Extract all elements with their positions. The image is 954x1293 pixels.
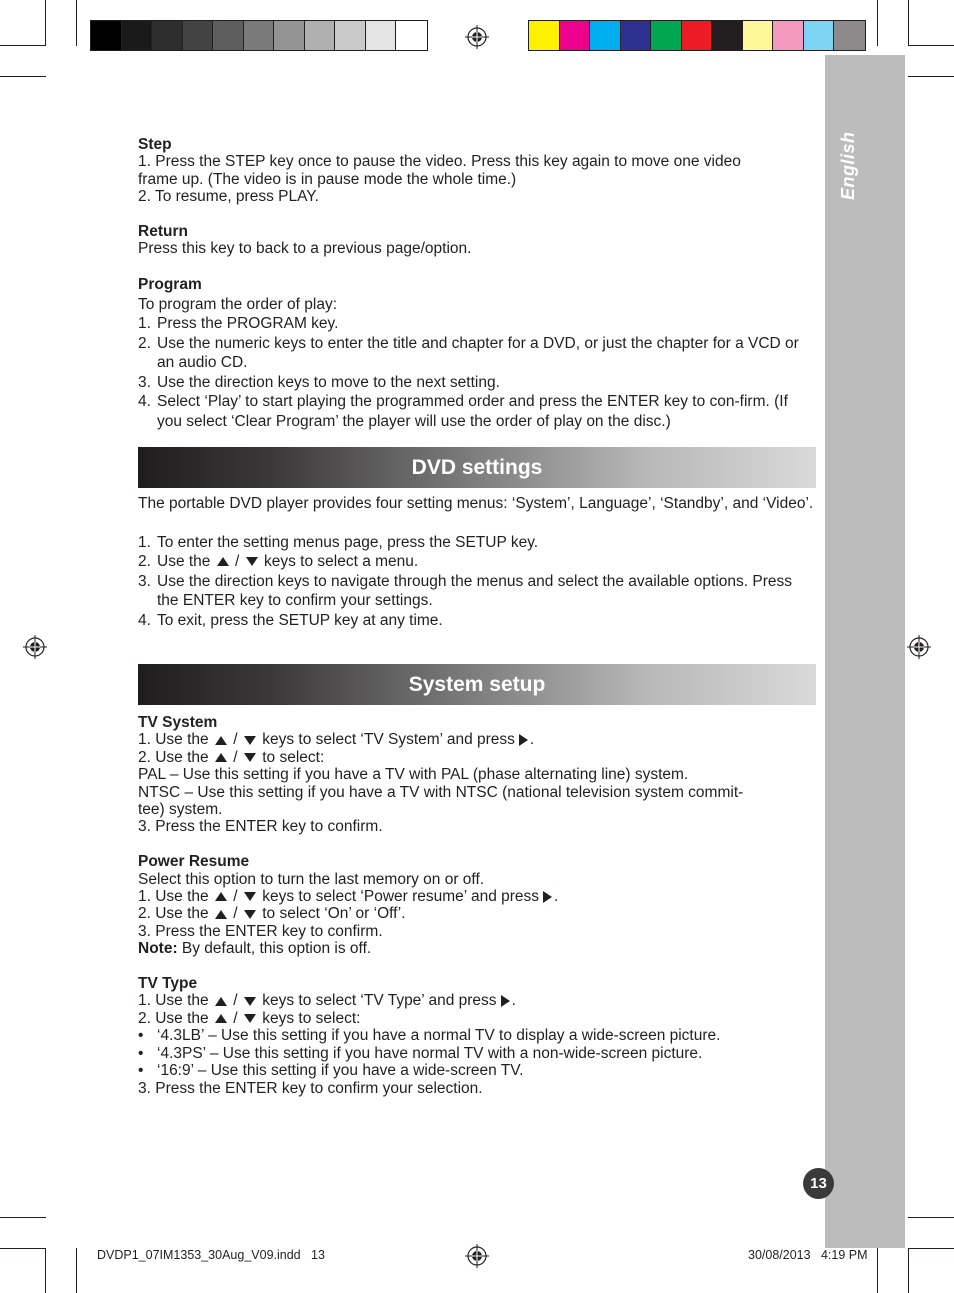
- list-item: • ‘4.3PS’ – Use this setting if you have normal TV with a non-wide-screen picture.: [138, 1044, 703, 1062]
- power-resume-line: 2. Use the / to select ‘On’ or ‘Off’.: [138, 905, 406, 923]
- page-number: 13: [803, 1168, 834, 1199]
- footer-date: 30/08/2013 4:19 PM: [748, 1248, 868, 1262]
- power-resume-note: Note: By default, this option is off.: [138, 940, 372, 958]
- color-swatch: [529, 21, 560, 50]
- color-swatch: [213, 21, 244, 50]
- tv-system-pal: PAL – Use this setting if you have a TV with PAL (phase alternating line) system.: [138, 766, 689, 784]
- tv-system-heading: TV System: [138, 714, 218, 731]
- color-swatch: [91, 21, 122, 50]
- registration-mark-icon: [465, 1244, 489, 1268]
- color-swatch: [274, 21, 305, 50]
- up-arrow-icon: [217, 557, 229, 566]
- color-swatch: [621, 21, 652, 50]
- return-text: Press this key to back to a previous page/option.: [138, 240, 472, 258]
- list-item: • ‘4.3LB’ – Use this setting if you have a normal TV to display a wide-screen picture.: [138, 1027, 721, 1045]
- list-item: 4. Select ‘Play’ to start playing the programmed order and press the ENTER key to con-firm. (If you select ‘Clear Program’ the player will use the order of play on the disc.): [138, 393, 788, 430]
- step-heading: Step: [138, 136, 172, 153]
- color-swatch: [651, 21, 682, 50]
- list-item: 3. Use the direction keys to navigate through the menus and select the available options. Press the ENTER key to confirm your settings.: [138, 572, 793, 609]
- controls-section: [138, 136, 816, 431]
- tv-type-line: 1. Use the / keys to select ‘TV Type’ and press .: [138, 992, 516, 1010]
- tv-type-options: [138, 1027, 816, 1079]
- up-arrow-icon: [215, 892, 227, 901]
- dvd-settings-banner: DVD settings: [138, 447, 816, 488]
- dvd-settings-steps: [138, 533, 816, 631]
- grayscale-color-bar: [90, 20, 428, 51]
- tv-system-line: 1. Use the / keys to select ‘TV System’ and press .: [138, 731, 535, 749]
- crop-mark: [908, 45, 954, 46]
- program-steps: [138, 314, 816, 431]
- system-setup-banner: System setup: [138, 664, 816, 705]
- down-arrow-icon: [244, 1014, 256, 1023]
- color-swatch: [366, 21, 397, 50]
- color-swatch: [305, 21, 336, 50]
- crop-mark: [0, 1217, 46, 1218]
- up-arrow-icon: [215, 736, 227, 745]
- color-swatch: [590, 21, 621, 50]
- crop-mark: [908, 1248, 909, 1293]
- crop-mark: [908, 0, 909, 46]
- crop-mark: [76, 1248, 77, 1293]
- list-item: 4. To exit, press the SETUP key at any time.: [138, 611, 443, 629]
- up-arrow-icon: [215, 997, 227, 1006]
- crop-mark: [0, 1248, 46, 1249]
- up-arrow-icon: [215, 1014, 227, 1023]
- color-swatch: [183, 21, 214, 50]
- power-resume-heading: Power Resume: [138, 853, 250, 871]
- crop-mark: [877, 0, 878, 46]
- crop-mark: [0, 45, 46, 46]
- program-intro: To program the order of play:: [138, 295, 338, 313]
- registration-mark-icon: [23, 635, 47, 659]
- list-item: 2. Use the / keys to select a menu.: [138, 553, 419, 570]
- color-swatch: [335, 21, 366, 50]
- tv-system-line: 3. Press the ENTER key to confirm.: [138, 818, 383, 836]
- down-arrow-icon: [246, 557, 258, 566]
- tv-type-line: 2. Use the / keys to select:: [138, 1009, 361, 1027]
- process-color-bar: [528, 20, 866, 51]
- color-swatch: [712, 21, 743, 50]
- system-setup-section: [138, 714, 816, 1097]
- crop-mark: [908, 1248, 954, 1249]
- color-swatch: [122, 21, 153, 50]
- list-item: 1. Press the PROGRAM key.: [138, 315, 339, 333]
- up-arrow-icon: [215, 753, 227, 762]
- crop-mark: [45, 1248, 46, 1293]
- crop-mark: [76, 0, 77, 46]
- down-arrow-icon: [244, 892, 256, 901]
- list-item: 3. Use the direction keys to move to the next setting.: [138, 373, 500, 391]
- power-resume-intro: Select this option to turn the last memory on or off.: [138, 870, 485, 888]
- registration-mark-icon: [465, 25, 489, 49]
- color-swatch: [152, 21, 183, 50]
- color-swatch: [773, 21, 804, 50]
- tv-type-line: 3. Press the ENTER key to confirm your selection.: [138, 1079, 483, 1097]
- crop-mark: [908, 1217, 954, 1218]
- crop-mark: [45, 0, 46, 46]
- footer-file-info: DVDP1_07IM1353_30Aug_V09.indd 13: [97, 1248, 325, 1262]
- right-arrow-icon: [501, 995, 510, 1007]
- registration-mark-icon: [907, 635, 931, 659]
- tv-system-line: 2. Use the / to select:: [138, 748, 325, 766]
- color-swatch: [682, 21, 713, 50]
- down-arrow-icon: [244, 997, 256, 1006]
- crop-mark: [0, 76, 46, 77]
- tv-system-ntsc: NTSC – Use this setting if you have a TV with NTSC (national television system commit-: [138, 783, 744, 801]
- step-line: frame up. (The video is in pause mode the whole time.): [138, 170, 517, 188]
- list-item: 1. To enter the setting menus page, press the SETUP key.: [138, 533, 539, 551]
- color-swatch: [804, 21, 835, 50]
- tv-system-ntsc: tee) system.: [138, 801, 223, 819]
- return-heading: Return: [138, 223, 188, 241]
- list-item: 2. Use the numeric keys to enter the title and chapter for a DVD, or just the chapter for a VCD or an audio CD.: [138, 334, 799, 372]
- crop-mark: [877, 1248, 878, 1293]
- language-sidebar: [825, 55, 905, 1248]
- step-line: 1. Press the STEP key once to pause the video. Press this key again to move one video: [138, 153, 741, 171]
- color-swatch: [743, 21, 774, 50]
- up-arrow-icon: [215, 910, 227, 919]
- down-arrow-icon: [244, 910, 256, 919]
- list-item: • ‘16:9’ – Use this setting if you have a wide-screen TV.: [138, 1062, 524, 1080]
- right-arrow-icon: [519, 734, 528, 746]
- crop-mark: [908, 76, 954, 77]
- program-heading: Program: [138, 276, 202, 294]
- dvd-settings-intro: The portable DVD player provides four setting menus: ‘System’, Language’, ‘Standby’, and ‘Video’.: [138, 495, 814, 512]
- tv-type-heading: TV Type: [138, 975, 198, 993]
- right-arrow-icon: [543, 891, 552, 903]
- power-resume-line: 1. Use the / keys to select ‘Power resume’ and press .: [138, 888, 559, 906]
- color-swatch: [244, 21, 275, 50]
- dvd-settings-section: [138, 494, 816, 630]
- power-resume-line: 3. Press the ENTER key to confirm.: [138, 922, 383, 940]
- color-swatch: [560, 21, 591, 50]
- down-arrow-icon: [244, 736, 256, 745]
- color-swatch: [396, 21, 427, 50]
- color-swatch: [834, 21, 865, 50]
- step-line: 2. To resume, press PLAY.: [138, 188, 319, 206]
- down-arrow-icon: [244, 753, 256, 762]
- language-label: English: [838, 131, 858, 200]
